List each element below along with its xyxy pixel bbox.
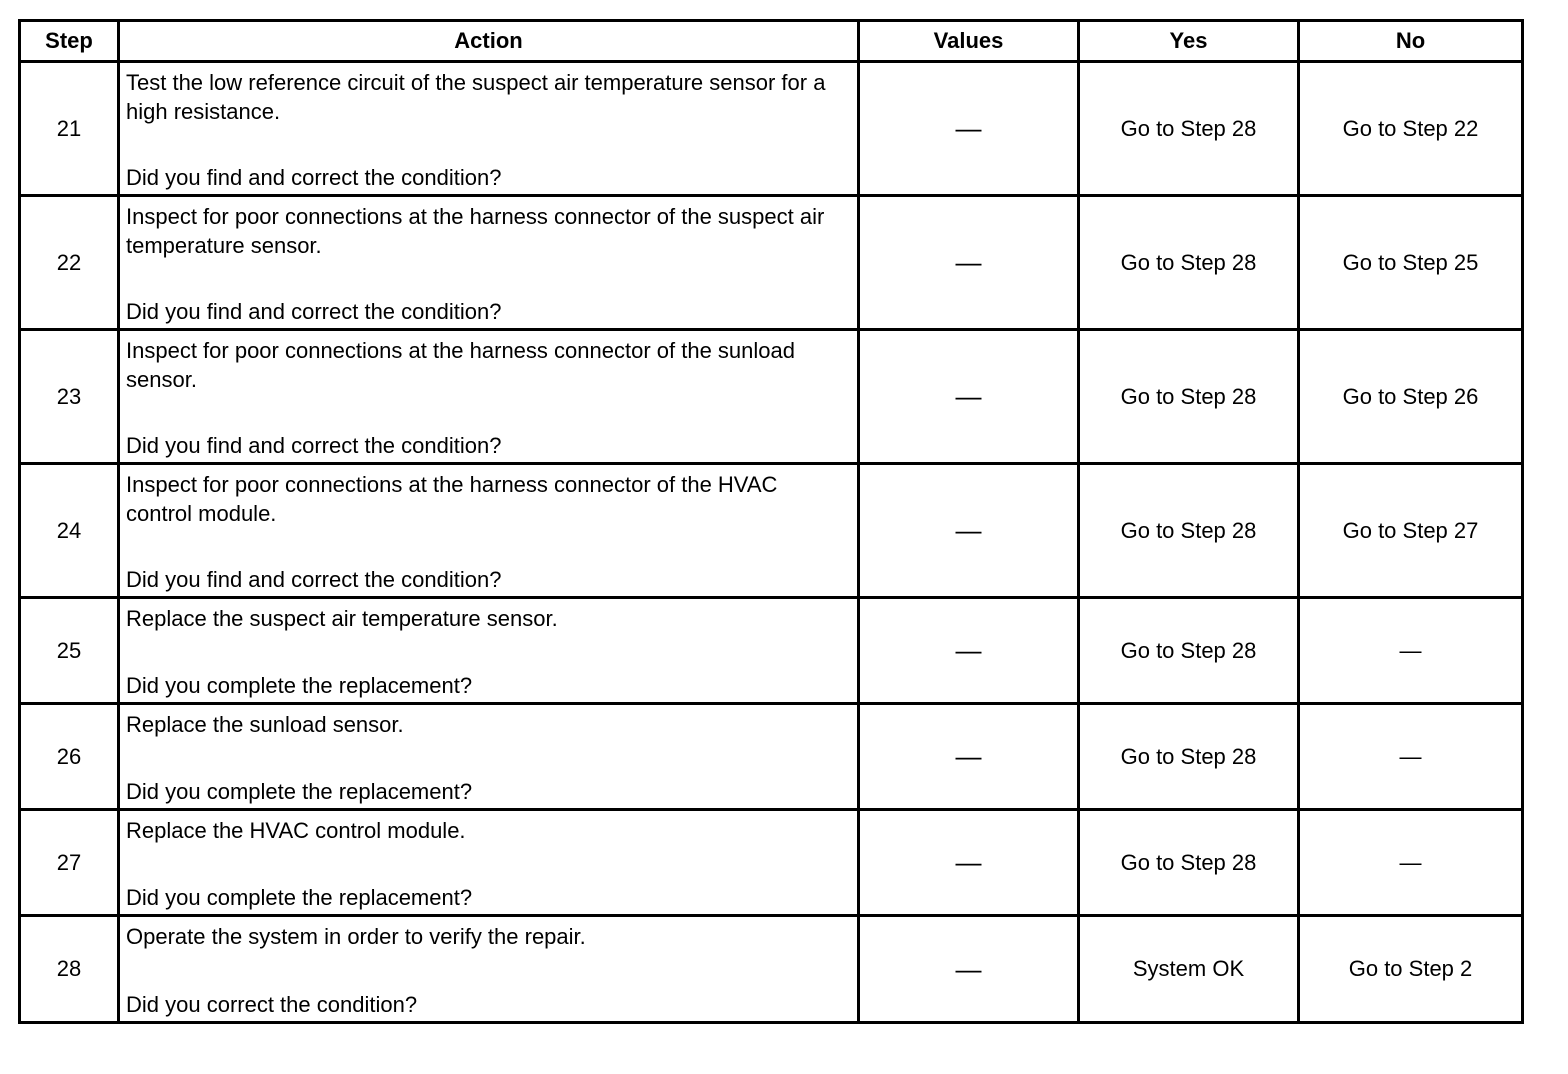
header-step: Step (20, 21, 119, 62)
action-text: Inspect for poor connections at the harness connector of the sunload sensor. (126, 338, 795, 392)
action-question: Did you find and correct the condition? (126, 433, 502, 458)
action-question: Did you complete the replacement? (126, 779, 473, 804)
header-action: Action (119, 21, 859, 62)
values-cell: — (859, 704, 1079, 810)
yes-cell: Go to Step 28 (1079, 464, 1299, 598)
action-text: Replace the sunload sensor. (126, 712, 404, 737)
yes-cell: System OK (1079, 916, 1299, 1023)
action-cell (119, 62, 859, 196)
action-text: Operate the system in order to verify the repair. (126, 924, 586, 949)
action-cell (119, 916, 859, 1023)
action-cell (119, 196, 859, 330)
step-number: 22 (20, 196, 119, 330)
no-cell: Go to Step 22 (1299, 62, 1523, 196)
action-text: Inspect for poor connections at the harness connector of the HVAC control module. (126, 472, 778, 526)
step-number: 24 (20, 464, 119, 598)
step-number: 27 (20, 810, 119, 916)
table-row (20, 810, 1523, 916)
table-row (20, 62, 1523, 196)
no-cell: — (1299, 810, 1523, 916)
diagnostic-table (18, 19, 1524, 1024)
action-text: Replace the HVAC control module. (126, 818, 466, 843)
action-question: Did you find and correct the condition? (126, 165, 502, 190)
action-question: Did you find and correct the condition? (126, 567, 502, 592)
yes-cell: Go to Step 28 (1079, 598, 1299, 704)
yes-cell: Go to Step 28 (1079, 810, 1299, 916)
step-number: 23 (20, 330, 119, 464)
no-cell: — (1299, 704, 1523, 810)
step-number: 25 (20, 598, 119, 704)
action-text: Test the low reference circuit of the suspect air temperature sensor for a high resistance. (126, 70, 826, 124)
action-text: Replace the suspect air temperature sensor. (126, 606, 558, 631)
action-text: Inspect for poor connections at the harness connector of the suspect air temperature sensor. (126, 204, 825, 258)
action-question: Did you complete the replacement? (126, 673, 473, 698)
action-cell (119, 598, 859, 704)
no-cell: Go to Step 26 (1299, 330, 1523, 464)
table-row (20, 196, 1523, 330)
values-cell: — (859, 598, 1079, 704)
values-cell: — (859, 916, 1079, 1023)
header-no: No (1299, 21, 1523, 62)
action-cell (119, 464, 859, 598)
header-values: Values (859, 21, 1079, 62)
yes-cell: Go to Step 28 (1079, 704, 1299, 810)
action-cell (119, 330, 859, 464)
action-cell (119, 704, 859, 810)
no-cell: — (1299, 598, 1523, 704)
header-yes: Yes (1079, 21, 1299, 62)
yes-cell: Go to Step 28 (1079, 62, 1299, 196)
action-question: Did you complete the replacement? (126, 885, 473, 910)
no-cell: Go to Step 25 (1299, 196, 1523, 330)
step-number: 28 (20, 916, 119, 1023)
header-row (20, 21, 1523, 62)
table-row (20, 464, 1523, 598)
values-cell: — (859, 330, 1079, 464)
yes-cell: Go to Step 28 (1079, 196, 1299, 330)
yes-cell: Go to Step 28 (1079, 330, 1299, 464)
action-question: Did you correct the condition? (126, 992, 418, 1017)
table-row (20, 704, 1523, 810)
step-number: 26 (20, 704, 119, 810)
table-row (20, 916, 1523, 1023)
values-cell: — (859, 810, 1079, 916)
values-cell: — (859, 196, 1079, 330)
values-cell: — (859, 464, 1079, 598)
action-cell (119, 810, 859, 916)
action-question: Did you find and correct the condition? (126, 299, 502, 324)
step-number: 21 (20, 62, 119, 196)
values-cell: — (859, 62, 1079, 196)
table-row (20, 330, 1523, 464)
no-cell: Go to Step 2 (1299, 916, 1523, 1023)
table-row (20, 598, 1523, 704)
no-cell: Go to Step 27 (1299, 464, 1523, 598)
